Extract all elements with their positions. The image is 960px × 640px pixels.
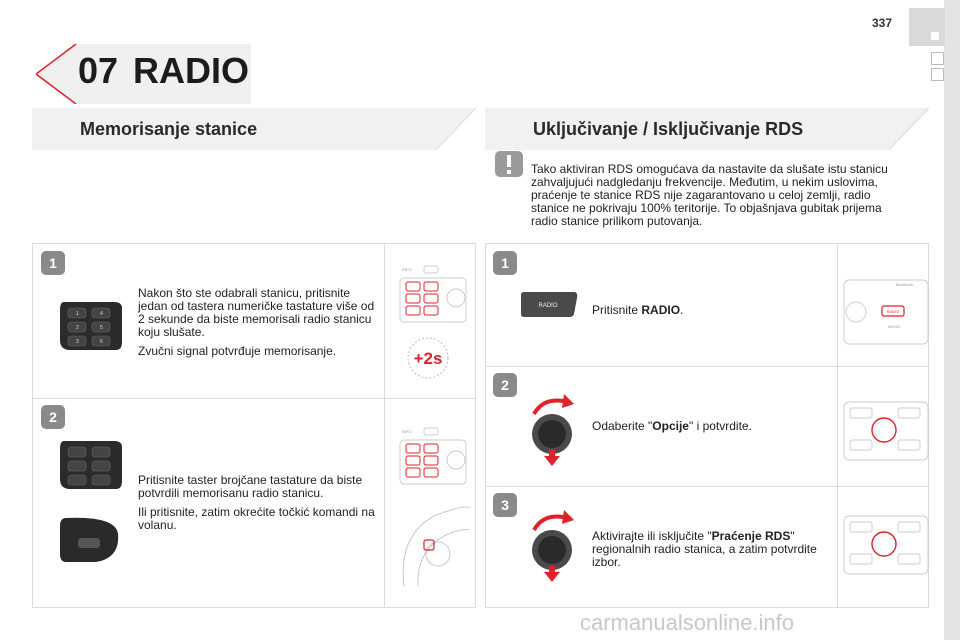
step-3-badge [492,492,518,518]
page-corner-box [931,52,944,65]
side-strip [944,0,960,640]
right-section-title: Uključivanje / Isključivanje RDS [533,119,804,139]
right-step1-text: Pritisnite RADIO. [592,303,684,317]
numeric-keypad-image [56,437,126,493]
left-step2-paragraph-1: Pritisnite taster brojčane tastature da biste potvrdili memorisanu radio stanicu. [138,473,363,500]
svg-text:2: 2 [49,409,57,425]
rds-warning-text: Tako aktiviran RDS omogućava da nastavite da slušate istu stanicu zahvaljujući nadgledanju frekvencije. Međutim, u nekim uslovima, praćenje te stanice RDS nije zagarantovano u celoj zemlji, radio stanice ne pokrivaju 100% teritorije. To objašnjava gubitak prijema radio stanice prilikom putovanja. [531,162,888,228]
right-step2-text: Odaberite "Opcije" i potvrdite. [592,419,752,433]
steering-wheel-control-image [56,514,122,566]
divider [32,398,476,399]
left-section-title: Memorisanje stanice [80,119,258,139]
svg-text:1: 1 [501,255,509,271]
left-step1-text [138,287,376,364]
step-2-badge [492,372,518,398]
numeric-keypad-image [56,296,126,356]
footer-watermark: carmanualsonline.info [580,610,795,635]
step-1-badge [40,250,66,276]
svg-text:2: 2 [501,377,509,393]
divider [837,243,838,608]
svg-text:1: 1 [76,311,79,317]
right-step3-text: Aktivirajte ili isključite "Praćenje RDS" regionalnih radio stanica, a zatim potvrdite izbor. [592,529,817,569]
rotary-knob-image [524,508,580,582]
svg-text:3: 3 [76,339,79,345]
radio-panel-image [394,424,470,490]
two-seconds-badge [404,334,452,382]
left-step2-paragraph-2: Ili pritisnite, zatim okrećite točkić komandi na volanu. [138,505,375,532]
page-number: 337 [872,16,893,30]
steering-wheel-image [394,496,470,592]
radio-panel-image [394,262,470,328]
divider [384,243,385,608]
divider [485,366,929,367]
svg-text:4: 4 [100,311,103,317]
svg-text:INFO: INFO [402,267,412,272]
page-corner-marker [909,8,945,46]
step-2-badge [40,404,66,430]
svg-text:MUSIC: MUSIC [888,324,901,329]
svg-text:+2s: +2s [413,349,443,368]
radio-key-image [520,290,578,318]
svg-text:1: 1 [49,255,57,271]
warning-icon [494,150,524,178]
rotary-knob-image [524,392,580,466]
svg-text:INFO: INFO [402,429,412,434]
left-step2-text [138,474,376,538]
svg-text:Bluetooth: Bluetooth [896,282,913,287]
step-1-badge [492,250,518,276]
svg-text:RADIO: RADIO [538,303,558,309]
chapter-title: RADIO [133,50,249,91]
svg-text:RADIO: RADIO [886,309,900,314]
left-step1-paragraph-1: Nakon što ste odabrali stanicu, pritisnite jedan od tastera numeričke tastature više od 2 sekunde da biste memorisali radio stanicu koju slušate. [138,286,375,339]
rotary-knob-panel-image [842,512,930,578]
svg-text:2: 2 [76,325,79,331]
svg-text:6: 6 [100,339,103,345]
chapter-number: 07 [78,50,119,91]
svg-text:3: 3 [501,497,509,513]
rotary-knob-panel-image [842,398,930,464]
svg-text:5: 5 [100,325,103,331]
divider [485,486,929,487]
page-corner-box [931,68,944,81]
radio-panel-image [842,276,930,348]
left-step1-paragraph-2: Zvučni signal potvrđuje memorisanje. [138,344,337,358]
